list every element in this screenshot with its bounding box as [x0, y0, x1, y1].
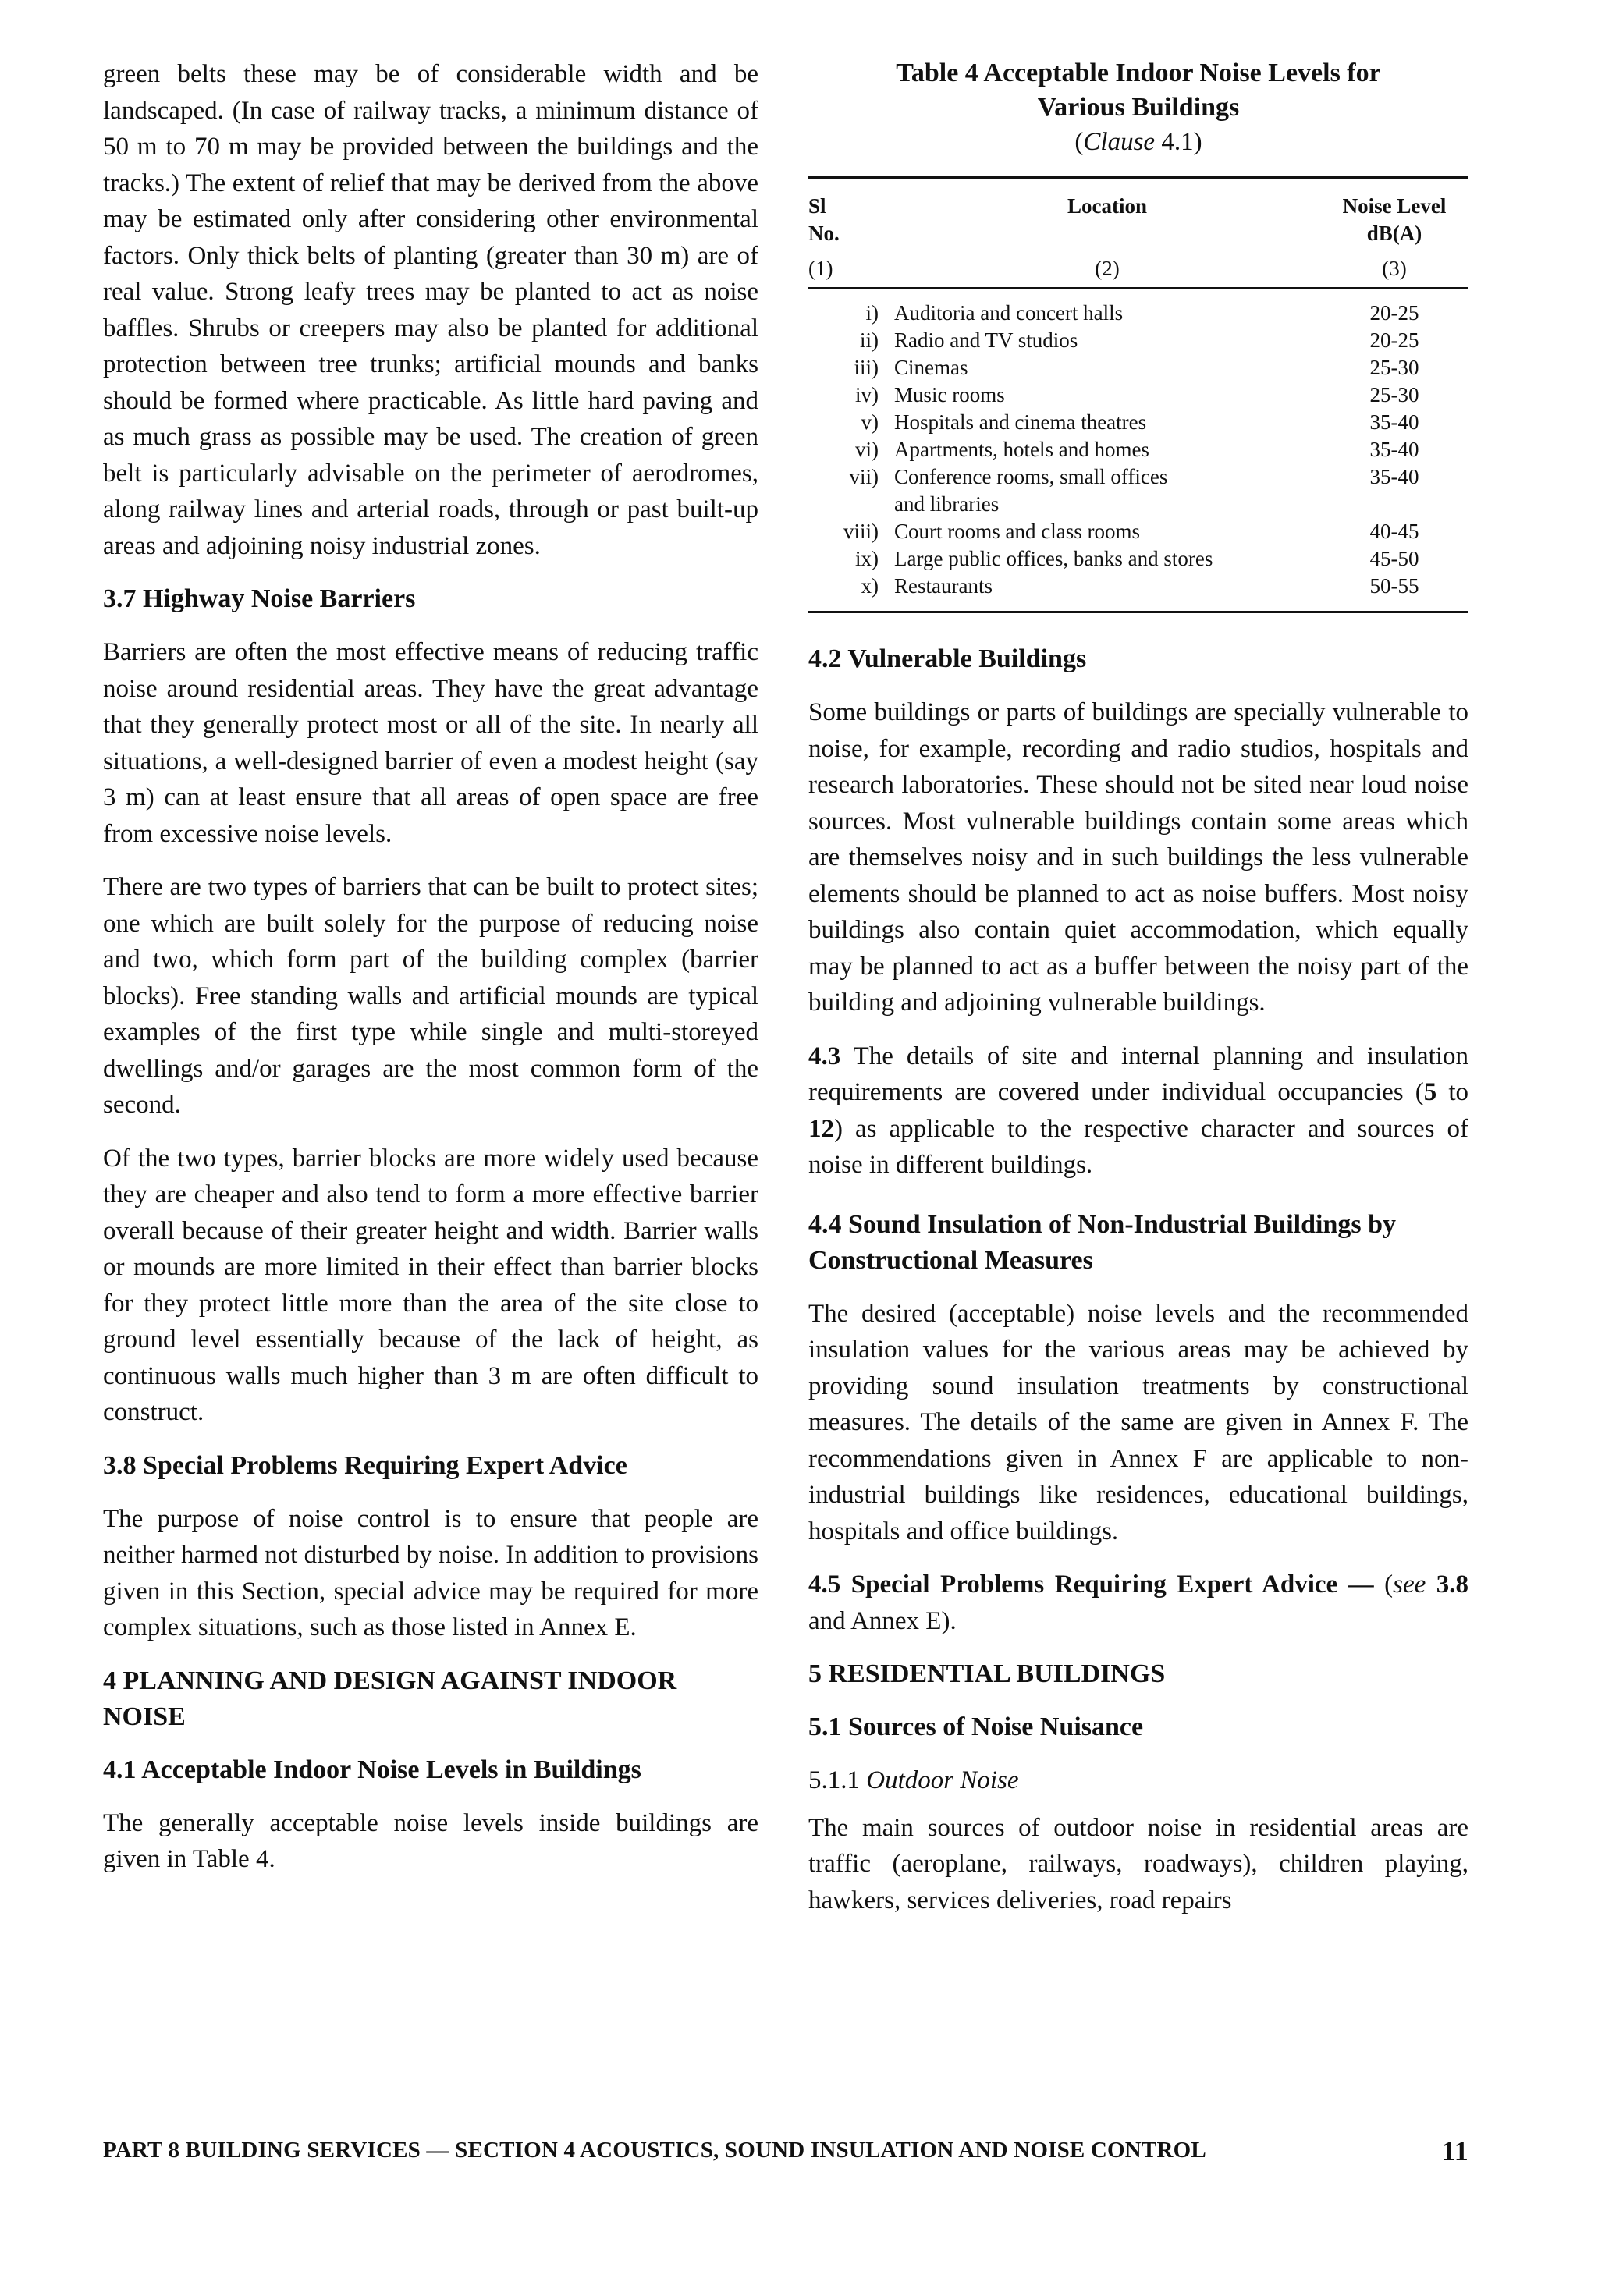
indoor-levels-paragraph: The generally acceptable noise levels inside buildings are given in Table 4.	[103, 1808, 758, 1873]
sound-insulation-paragraph: The desired (acceptable) noise levels and the recommended insulation values for the various areas may be achieved by providing sound insulation treatments by constructional measures. The details of the same are given in Annex F. The recommendations given in Annex F are applicable to non-industrial buildings like residences, educational buildings, hospitals and office buildings.	[808, 1299, 1468, 1545]
header-sl-no: Sl No.	[808, 178, 888, 248]
section-4-5-paragraph: 4.5 Special Problems Requiring Expert Advice — (see 3.8 and Annex E).	[808, 1570, 1469, 1635]
page-number: 11	[1441, 2135, 1468, 2166]
table-row: vii) Conference rooms, small offices and libraries 35-40	[849, 465, 1419, 516]
section-4-2-heading	[808, 641, 1468, 677]
section-3-8-heading	[103, 1448, 758, 1484]
header-noise-level: Noise Level dB(A)	[1320, 178, 1468, 248]
table-title-line-1: Table 4 Acceptable Indoor Noise Levels for	[896, 59, 1381, 87]
section-number: 5.1	[808, 1712, 842, 1741]
section-number: 4.1	[103, 1755, 137, 1784]
outdoor-noise-paragraph: The main sources of outdoor noise in residential areas are traffic (aeroplane, railways, roadways), children playing, hawkers, services deliveries, road repairs	[808, 1813, 1468, 1915]
section-number: 3.8	[103, 1450, 137, 1480]
table-title-line-2: Various Buildings	[1037, 93, 1240, 122]
section-title: Acceptable Indoor Noise Levels in Buildings	[141, 1755, 641, 1784]
section-4-3-paragraph: 4.3 The details of site and internal planning and insulation requirements are covered under individual occupancies (5 to 12) as applicable to the respective character and sources of noise in different buildings.	[808, 1042, 1468, 1179]
column-number-1: (1)	[808, 247, 888, 288]
barriers-paragraph-1: Barriers are often the most effective means of reducing traffic noise around residential areas. They have the great advantage that they generally protect most or all of the site. In nearly all situations, a well-designed barrier of even a modest height (say 3 m) can at least ensure that all areas of open space are free from excessive noise levels.	[103, 638, 758, 848]
table-row: v) Hospitals and cinema theatres 35-40	[861, 410, 1419, 434]
barriers-paragraph-2: There are two types of barriers that can be built to protect sites; one which are built solely for the purpose of reducing noise and two, which form part of the building complex (barrier blocks). Free standing walls and artificial mounds are typical examples of the first type while single and multi-storeyed dwellings and/or garages are the most common form of the second.	[103, 873, 758, 1119]
column-number-2: (2)	[888, 247, 1320, 288]
table-row: i) Auditoria and concert halls 20-25	[865, 301, 1419, 325]
table-row: iii) Cinemas 25-30	[854, 356, 1419, 379]
section-title: Special Problems Requiring Expert Advice —	[850, 1570, 1374, 1599]
section-title: Vulnerable Buildings	[847, 644, 1087, 673]
table-row: ii) Radio and TV studios 20-25	[860, 328, 1419, 352]
page-footer	[103, 2135, 1468, 2166]
table-row: viii) Court rooms and class rooms 40-45	[843, 520, 1419, 543]
section-number: 4.3	[808, 1042, 841, 1070]
running-footer: PART 8 BUILDING SERVICES — SECTION 4 ACOUSTICS, SOUND INSULATION AND NOISE CONTROL	[103, 2138, 1206, 2163]
left-column	[103, 56, 758, 1895]
section-number: 4.4	[808, 1209, 842, 1239]
section-number: 5.1.1	[808, 1766, 860, 1794]
section-number: 4.5	[808, 1570, 841, 1599]
section-5-1-1-heading	[808, 1762, 1468, 1799]
section-title: Special Problems Requiring Expert Advice	[143, 1450, 627, 1480]
section-title: Sound Insulation of Non-Industrial Buildings by Constructional Measures	[808, 1209, 1397, 1275]
table-header-row	[808, 178, 1468, 248]
table-clause-ref: (Clause 4.1)	[1074, 128, 1202, 156]
section-title: Outdoor Noise	[866, 1766, 1019, 1794]
header-location: Location	[888, 178, 1320, 248]
table-row: vi) Apartments, hotels and homes 35-40	[855, 438, 1419, 461]
clause-number: 4.1	[1161, 128, 1194, 156]
section-5-1-heading	[808, 1709, 1468, 1745]
section-4-4-heading	[808, 1207, 1468, 1279]
section-title: Highway Noise Barriers	[143, 584, 416, 613]
barriers-paragraph-3: Of the two types, barrier blocks are more widely used because they are cheaper and also tend to form a more effective barrier overall because of their greater height and width. Barrier walls or mounds are more limited in their effect than barrier blocks for they protect little more than the area of the site close to ground level essentially because of the lack of height, as continuous walls much higher than 3 m are often difficult to construct.	[103, 1144, 758, 1426]
green-belt-paragraph: green belts these may be of considerable width and be landscaped. (In case of railway tracks, a minimum distance of 50 m to 70 m may be provided between the buildings and the tracks.) The extent of relief that may be derived from the above may be estimated only after considering other environmental factors. Only thick belts of planting (greater than 30 m) are of real value. Strong leafy trees may be planted to act as noise baffles. Shrubs or creepers may also be planted for additional protection between tree trunks; artificial mounds and banks should be formed where practicable. As little hard paving and as much grass as possible may be used. The creation of green belt is particularly advisable on the perimeter of aerodromes, along railway lines and arterial roads, through or past built-up areas and adjoining noisy industrial zones.	[103, 60, 758, 560]
section-title: Sources of Noise Nuisance	[848, 1712, 1144, 1741]
table-row: iv) Music rooms 25-30	[855, 383, 1419, 406]
table-row: ix) Large public offices, banks and stores 45-50	[855, 547, 1419, 570]
section-3-7-heading	[103, 581, 758, 617]
table-row: x) Restaurants 50-55	[808, 573, 1468, 612]
section-4-1-heading	[103, 1752, 758, 1788]
noise-levels-table	[808, 176, 1468, 613]
expert-advice-paragraph: The purpose of noise control is to ensure that people are neither harmed not disturbed by noise. In addition to provisions given in this Section, special advice may be required for more complex situations, such as those listed in Annex E.	[103, 1504, 758, 1641]
section-number: 4.2	[808, 644, 842, 673]
clause-label: Clause	[1083, 128, 1156, 156]
table-column-number-row	[808, 247, 1468, 288]
section-4-heading: 4 PLANNING AND DESIGN AGAINST INDOOR NOISE	[103, 1666, 677, 1731]
section-5-heading: 5 RESIDENTIAL BUILDINGS	[808, 1659, 1166, 1688]
right-column	[808, 56, 1468, 1936]
column-number-3: (3)	[1320, 247, 1468, 288]
table-4-caption	[808, 56, 1468, 159]
vulnerable-buildings-paragraph: Some buildings or parts of buildings are specially vulnerable to noise, for example, recording and radio studios, hospitals and research laboratories. These should not be sited near loud noise sources. Most vulnerable buildings contain some areas which are themselves noisy and in such buildings the less vulnerable elements should be planned to act as noise buffers. Most noisy buildings also contain quiet accommodation, which equally may be planned to act as a buffer between the noisy part of the building and adjoining vulnerable buildings.	[808, 698, 1468, 1017]
section-number: 3.7	[103, 584, 137, 613]
